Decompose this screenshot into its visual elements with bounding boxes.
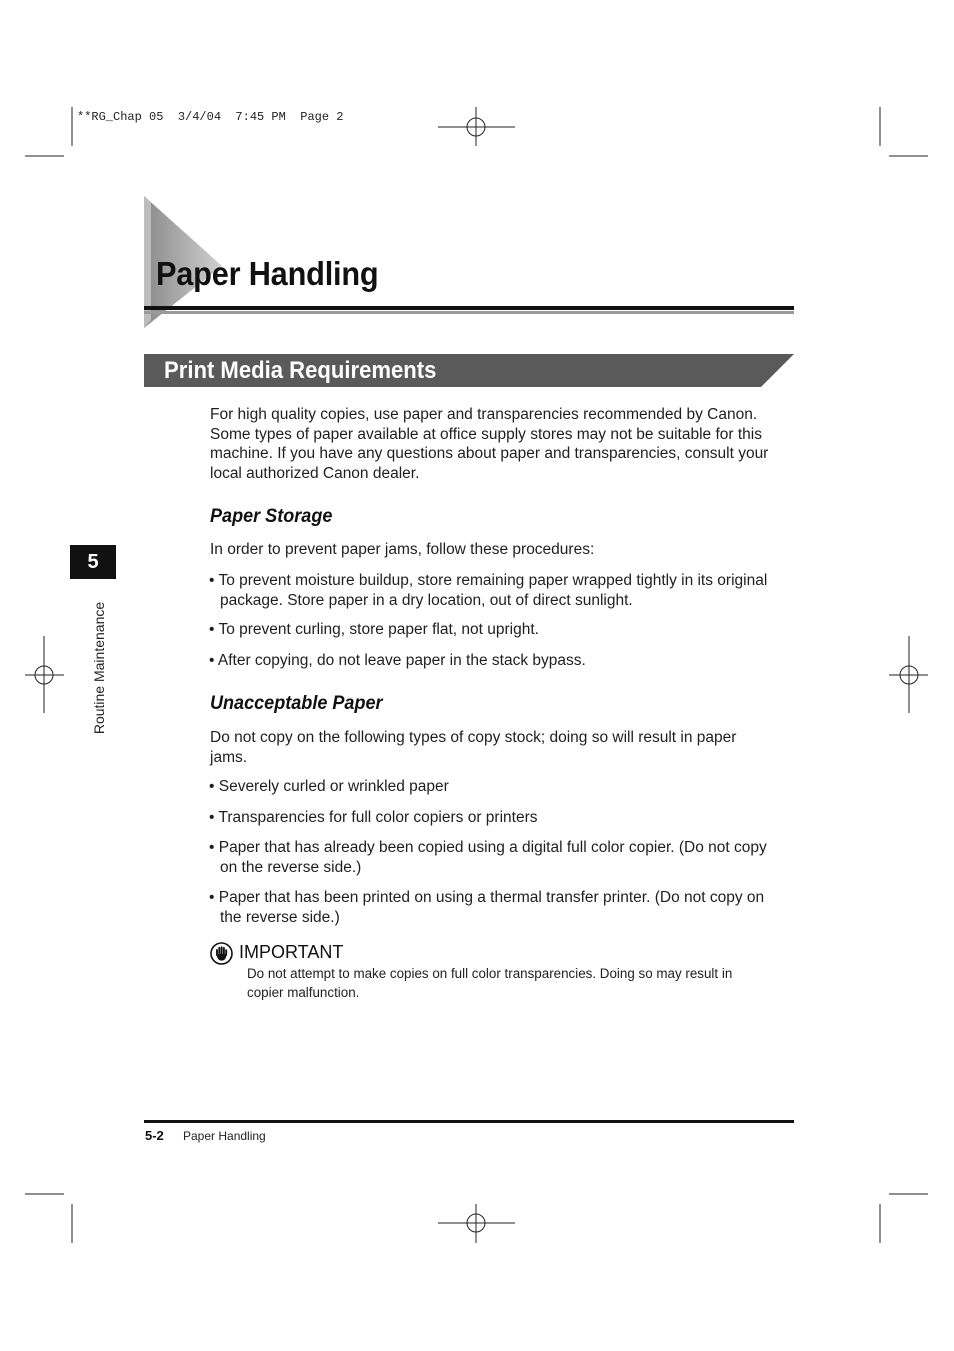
intro-line: machine. If you have any questions about paper and transparencies, consult your bbox=[210, 445, 769, 462]
bullet-line: • Paper that has already been copied using a digital full color copier. (Do not copy bbox=[209, 839, 767, 856]
bullet-line: package. Store paper in a dry location, out of direct sunlight. bbox=[220, 591, 633, 609]
important-line: copier malfunction. bbox=[247, 984, 360, 1000]
footer-running-title: Paper Handling bbox=[183, 1129, 266, 1143]
list-item bbox=[209, 888, 810, 927]
bullet-line: • Transparencies for full color copiers or printers bbox=[209, 809, 538, 826]
bullet-line: • To prevent moisture buildup, store remaining paper wrapped tightly in its original bbox=[209, 572, 768, 589]
chapter-tab: 5 bbox=[70, 545, 116, 579]
bullet-line: • To prevent curling, store paper flat, not upright. bbox=[209, 621, 539, 638]
intro-line: Some types of paper available at office supply stores may not be suitable for this bbox=[210, 425, 762, 443]
intro-paragraph bbox=[210, 405, 800, 483]
list-item bbox=[209, 620, 810, 640]
bullet-line: • Severely curled or wrinkled paper bbox=[209, 778, 449, 795]
list-item bbox=[209, 838, 810, 877]
lead-line: Do not copy on the following types of copy stock; doing so will result in paper bbox=[210, 729, 737, 746]
important-text bbox=[247, 965, 792, 1002]
important-label: IMPORTANT bbox=[239, 942, 344, 962]
list-item bbox=[209, 571, 810, 610]
bullet-line: • After copying, do not leave paper in the stack bypass. bbox=[209, 652, 586, 669]
bullet-line: • Paper that has been printed on using a thermal transfer printer. (Do not copy on bbox=[209, 889, 765, 906]
printer-slug: **RG_Chap 05 3/4/04 7:45 PM Page 2 bbox=[77, 110, 344, 124]
list-item bbox=[209, 808, 810, 828]
footer-rule bbox=[144, 1120, 794, 1123]
unacceptable-paper-lead bbox=[210, 728, 800, 767]
unacceptable-paper-heading: Unacceptable Paper bbox=[210, 693, 383, 714]
important-line: Do not attempt to make copies on full color transparencies. Doing so may result in bbox=[247, 966, 733, 981]
bullet-line: the reverse side.) bbox=[220, 908, 340, 926]
paper-storage-lead: In order to prevent paper jams, follow these procedures: bbox=[210, 541, 595, 558]
paper-storage-heading: Paper Storage bbox=[210, 506, 333, 527]
side-chapter-label: Routine Maintenance bbox=[91, 601, 107, 735]
intro-line: local authorized Canon dealer. bbox=[210, 464, 420, 482]
lead-line: jams. bbox=[210, 748, 248, 766]
page-title: Paper Handling bbox=[156, 255, 379, 292]
list-item bbox=[209, 777, 810, 797]
section-title: Print Media Requirements bbox=[164, 357, 437, 384]
footer-page-number: 5-2 bbox=[145, 1128, 164, 1143]
intro-line: For high quality copies, use paper and transparencies recommended by Canon. bbox=[210, 406, 758, 423]
list-item bbox=[209, 651, 810, 671]
title-rule-shadow bbox=[144, 311, 794, 314]
title-rule bbox=[144, 306, 794, 310]
bullet-line: on the reverse side.) bbox=[220, 858, 362, 876]
raised-hand-icon bbox=[210, 942, 233, 965]
